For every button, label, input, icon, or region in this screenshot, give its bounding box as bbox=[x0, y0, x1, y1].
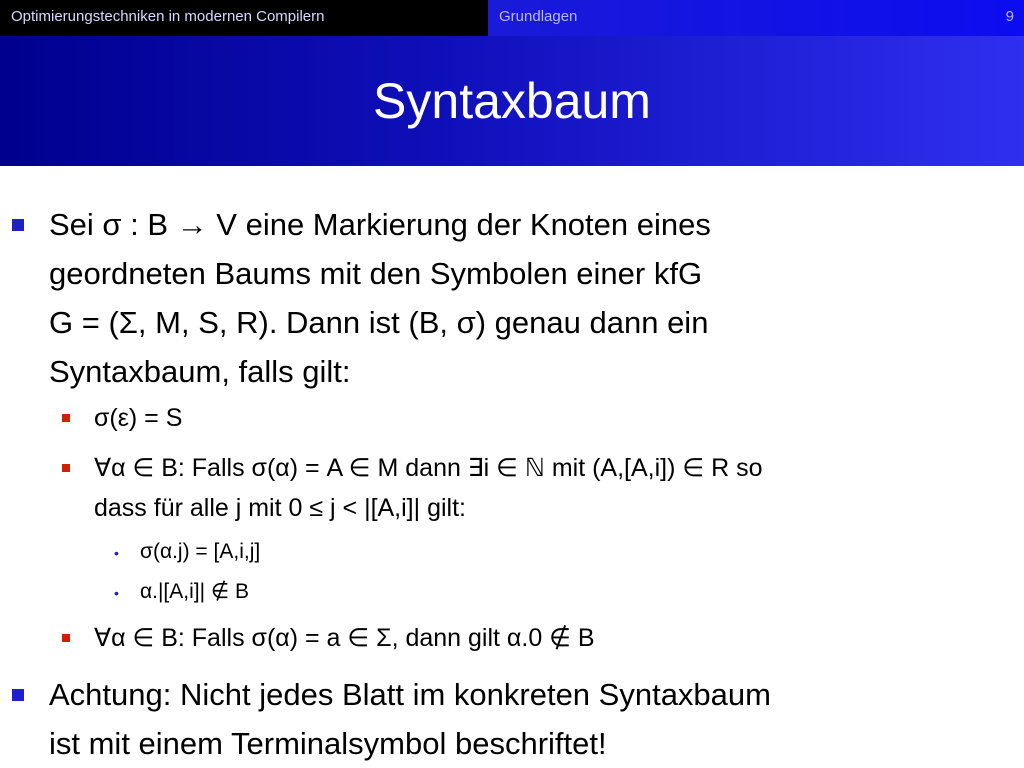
title-bar bbox=[0, 36, 1024, 166]
subitem-terminal-condition bbox=[94, 618, 994, 658]
bullet-item-note bbox=[49, 670, 979, 768]
definition-line-1: Sei σ : B → V eine Markierung der Knoten eines bbox=[49, 207, 711, 242]
root-condition-text: σ(ε) = S bbox=[94, 404, 183, 432]
square-bullet-icon bbox=[12, 219, 24, 231]
no-extra-child-text: α.|[A,i]| ∉ B bbox=[140, 580, 250, 603]
header-bar bbox=[0, 0, 1024, 36]
dot-bullet-icon: • bbox=[114, 545, 119, 561]
square-bullet-icon bbox=[12, 689, 24, 701]
square-bullet-icon bbox=[62, 464, 70, 472]
definition-line-4: Syntaxbaum, falls gilt: bbox=[49, 354, 351, 389]
subitem-root-condition bbox=[94, 398, 994, 438]
nonterminal-line-1: ∀α ∈ B: Falls σ(α) = A ∈ M dann ∃i ∈ ℕ mit (A,[A,i]) ∈ R so bbox=[94, 454, 763, 482]
nonterminal-line-2: dass für alle j mit 0 ≤ j < |[A,i]| gilt: bbox=[94, 494, 466, 522]
bullet-item-definition bbox=[49, 200, 979, 396]
definition-line-2: geordneten Baums mit den Symbolen einer kfG bbox=[49, 256, 703, 291]
subitem-nonterminal-condition bbox=[94, 448, 994, 528]
page-number: 9 bbox=[1005, 8, 1014, 25]
note-line-1: Achtung: Nicht jedes Blatt im konkreten Syntaxbaum bbox=[49, 677, 771, 712]
subsubitem-no-extra-child bbox=[114, 578, 1000, 606]
square-bullet-icon bbox=[62, 414, 70, 422]
header-section-area bbox=[488, 0, 1024, 36]
subsubitem-child-label bbox=[114, 538, 1000, 566]
dot-bullet-icon: • bbox=[114, 585, 119, 601]
definition-line-3: G = (Σ, M, S, R). Dann ist (B, σ) genau dann ein bbox=[49, 305, 709, 340]
header-lecture-title: Optimierungstechniken in modernen Compilern bbox=[0, 0, 488, 36]
note-line-2: ist mit einem Terminalsymbol beschriftet! bbox=[49, 726, 607, 761]
header-section: Grundlagen bbox=[499, 8, 578, 25]
child-label-text: σ(α.j) = [A,i,j] bbox=[140, 540, 261, 563]
slide-title: Syntaxbaum bbox=[373, 73, 651, 129]
terminal-condition-text: ∀α ∈ B: Falls σ(α) = a ∈ Σ, dann gilt α.0 ∉ B bbox=[94, 624, 595, 652]
square-bullet-icon bbox=[62, 634, 70, 642]
